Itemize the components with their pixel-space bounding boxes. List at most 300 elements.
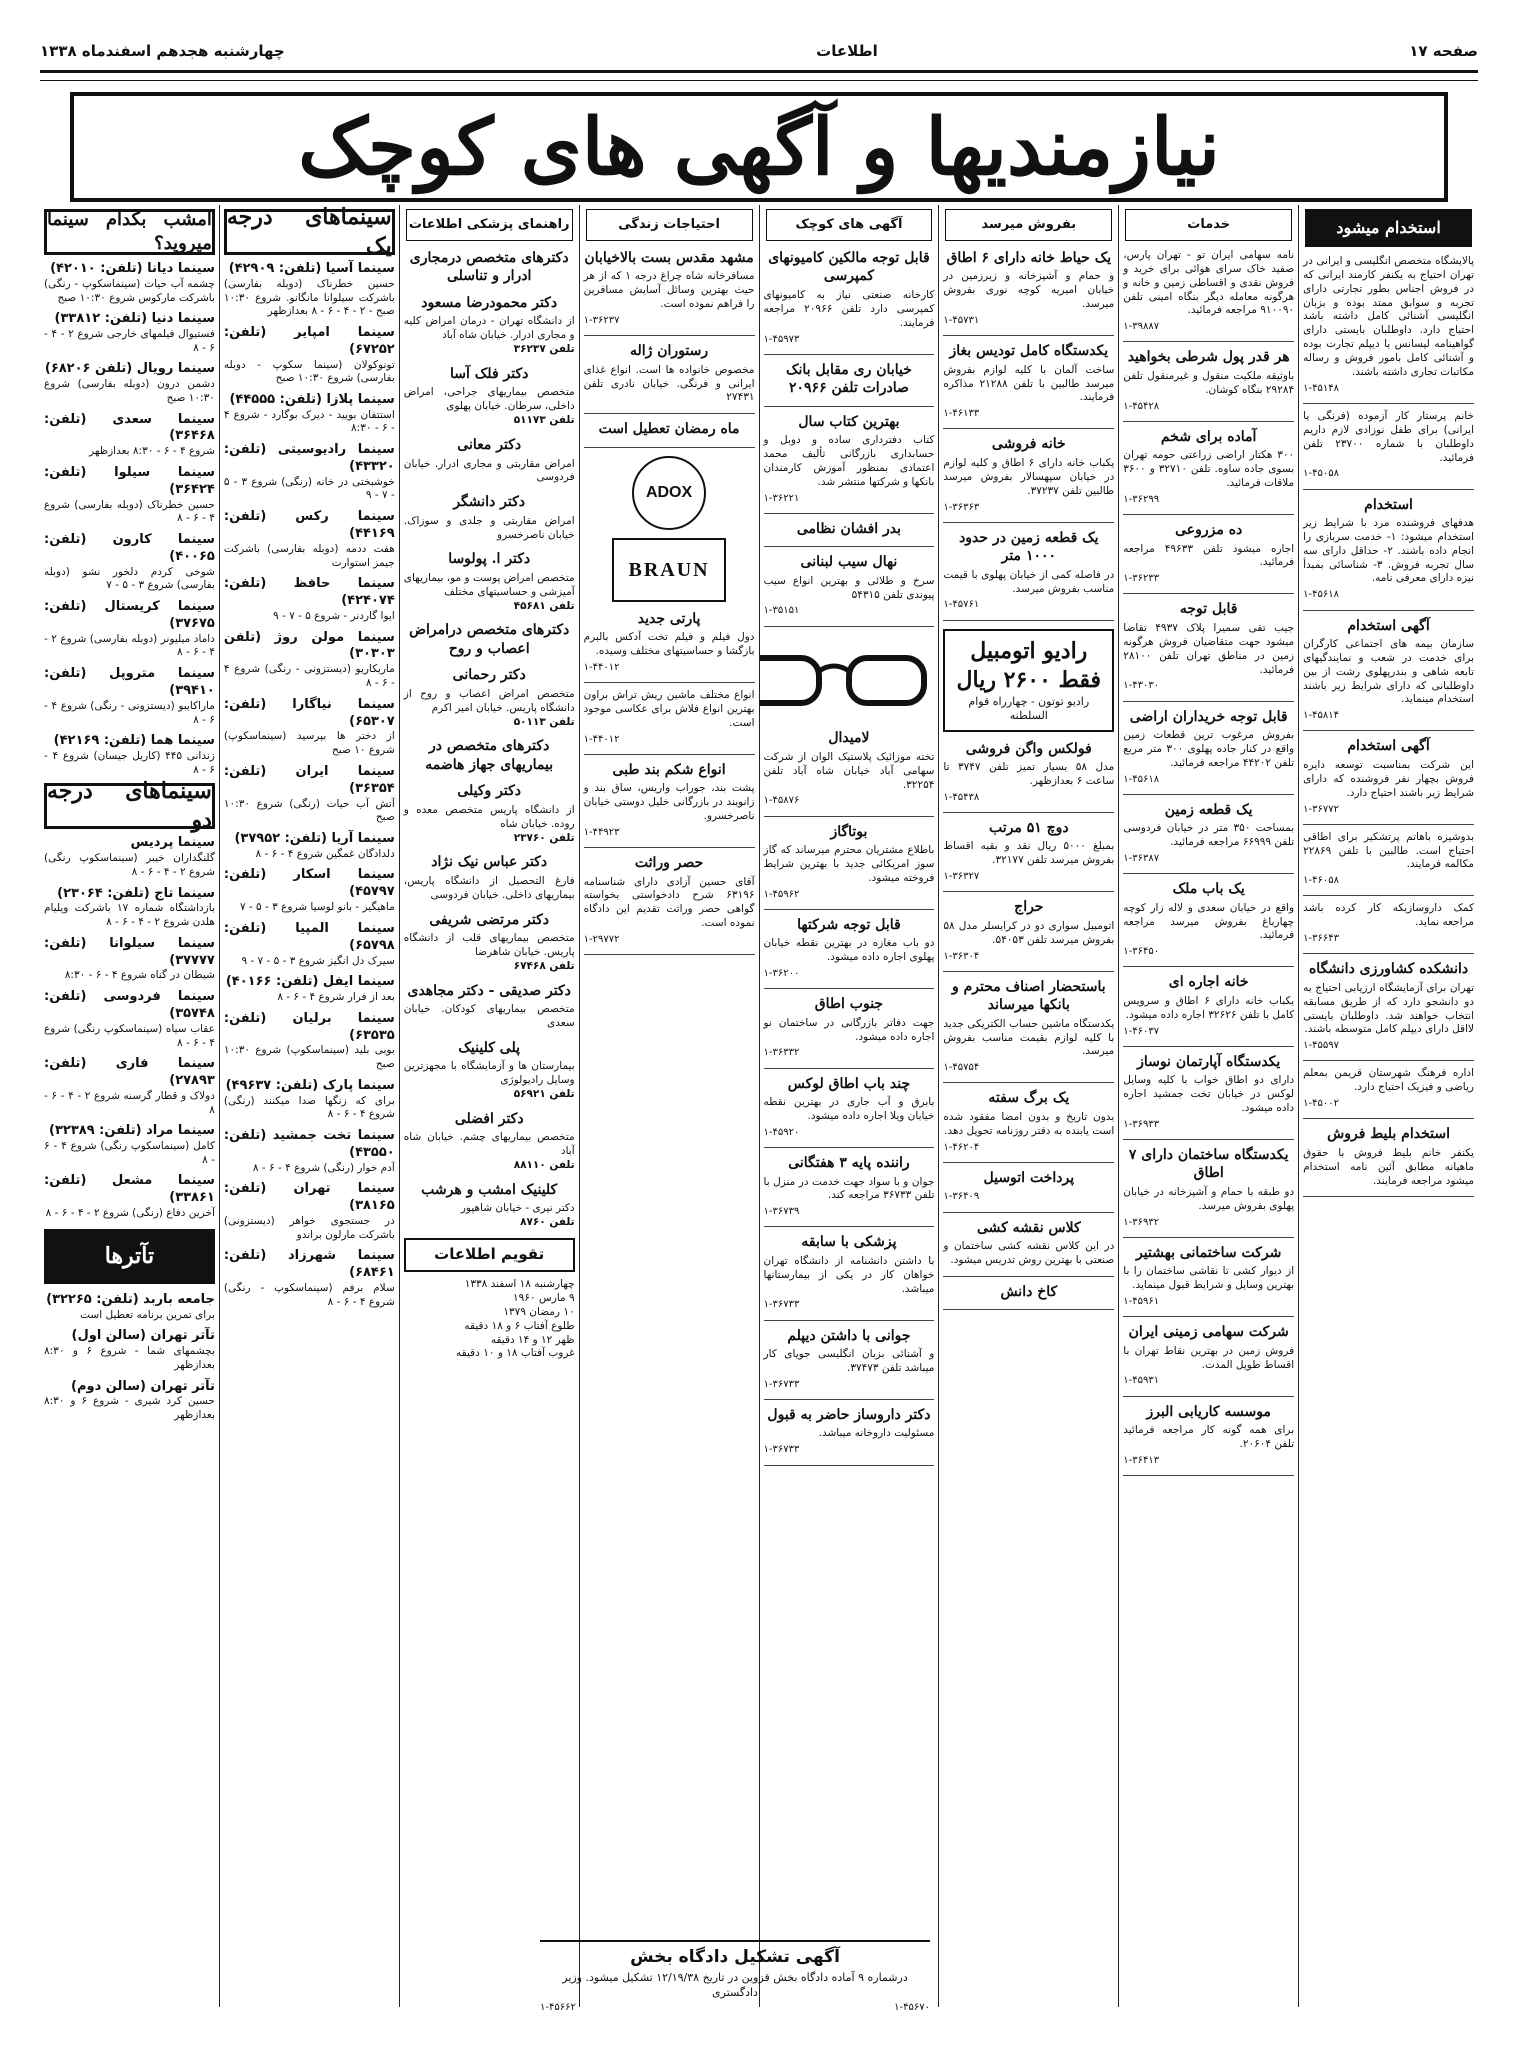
- cinema-listing: [224, 442, 395, 503]
- doctor-phone: تلفن ۴۵۶۸۱: [513, 599, 575, 612]
- ad-body: برای همه گونه کار مراجعه فرمائید تلفن ۲۰۶۰۴.: [1123, 1424, 1295, 1450]
- theaters-header: تآترها: [44, 1229, 215, 1284]
- classified-ad: [943, 740, 1114, 804]
- issue-date: چهارشنبه هجدهم اسفندماه ۱۳۳۸: [40, 42, 285, 60]
- cinema-name: سینما کارون (تلفن: ۴۰۰۶۵): [44, 532, 215, 564]
- ad-body: دارای دو اطاق خواب با کلیه وسایل لوکس در خیابان تخت جمشید اجاره داده میشود.: [1123, 1074, 1295, 1114]
- ad-divider: [764, 406, 935, 407]
- ad-title: یکدستگاه ساختمان دارای ۷ اطاق: [1128, 1147, 1289, 1182]
- court-notice-title: آگهی تشکیل دادگاه بخش: [630, 1947, 840, 1967]
- ad-title: فولکس واگن فروشی: [965, 740, 1092, 757]
- classified-ad: [1123, 801, 1294, 865]
- cinema-name: سینما رویال (تلفن ۶۸۲۰۶): [44, 361, 215, 377]
- ad-divider: [1303, 895, 1474, 896]
- cinema-listing: [44, 1292, 215, 1323]
- doctor-details: متخصص بیماریهای جراحی، امراض داخلی، سرطان. خیابان پهلوی: [403, 386, 575, 413]
- cinema-listing: [224, 1181, 395, 1242]
- cinema-listing: [44, 532, 215, 593]
- doctor-name: دکتر دانشگر: [453, 494, 526, 511]
- employment-header: استخدام میشود: [1305, 209, 1472, 247]
- ad-reference: ۱-۴۵۶۱۸: [1123, 773, 1160, 785]
- cinema-listing: [44, 886, 215, 930]
- ad-body: کتاب دفترداری ساده و دوبل و حسابداری بازرگانی تألیف محمد اعتمادی بمنظور آموزش کارمندان بانکها و شرکتها منتشر شد.: [763, 434, 935, 488]
- ad-title: پزشکی با سابقه: [801, 1234, 897, 1251]
- doctor-details: امراض مقاربتی و جلدی و سوزاک. خیابان ناصرخسرو: [403, 514, 575, 541]
- doctor-name: دکتر صدیقی - دکتر مجاهدی: [407, 982, 571, 999]
- ad-title: انواع شکم بند طبی: [612, 761, 726, 778]
- doctor-listing: [404, 493, 575, 542]
- classified-ad: [1123, 1323, 1294, 1387]
- doctor-name: دکترهای متخصص در بیماریهای جهاز هاضمه: [425, 738, 554, 773]
- cinema-listing: [44, 1123, 215, 1167]
- cinema-program: حسین خطرناک (دوبله بفارسی) باشرکت سیلوانا مانگانو. شروع ۱۰:۳۰ صبح - ۲ - ۴ - ۶ - ۸ بعدازظهر: [223, 277, 395, 318]
- ad-title: پرداخت اتوسیل: [983, 1169, 1075, 1186]
- ad-divider: [764, 1465, 935, 1466]
- ad-divider: [943, 335, 1114, 336]
- ad-reference: ۱-۴۵۹۷۳: [763, 333, 800, 345]
- cinema-program: آخرین دفاع (رنگی) شروع ۲ - ۴ - ۶ - ۸: [45, 1207, 215, 1220]
- classified-ad: [584, 761, 755, 839]
- column-sale: [938, 205, 1118, 2007]
- ad-reference: ۱-۴۵۷۵۴: [943, 1062, 980, 1074]
- doctor-listing: [404, 365, 575, 428]
- ad-body: دول فیلم و فیلم تخت آدکس بالبرم بازگشا و حساسیتهای مختلف وسیده.: [583, 631, 755, 658]
- cinema-name: سینما رادیوسیتی (تلفن: ۴۳۳۲۰): [223, 442, 395, 474]
- doctor-listing: [404, 911, 575, 974]
- cinema-name: سینما اسکار (تلفن: ۴۵۷۹۷): [223, 867, 395, 900]
- column-small-ads: [759, 205, 939, 2007]
- ad-title: یکدستگاه کامل تودیس بغاز: [949, 343, 1109, 360]
- cinema-listing: [224, 697, 395, 758]
- cinema-program: ماهیگیر - بانو لوسیا شروع ۳ - ۵ - ۷: [239, 901, 395, 914]
- classified-ad: [584, 342, 755, 405]
- ad-reference: ۱-۴۵۴۲۸: [1123, 400, 1160, 412]
- ad-reference: ۱-۴۵۹۶۱: [1123, 1296, 1160, 1308]
- services-header: خدمات: [1125, 209, 1292, 241]
- ad-title: بدر افشان نظامی: [796, 520, 902, 537]
- classified-ad: [1123, 521, 1294, 585]
- ad-body: ۳۰۰ هکتار اراضی زراعتی حومه تهران بسوی جاده ساوه. تلفن ۳۲۷۱۰ و ۳۶۰۰ ملاقات فرمائید.: [1123, 449, 1295, 490]
- ad-divider: [584, 754, 755, 755]
- ad-divider: [764, 513, 935, 514]
- doctor-details: متخصص امراض اعصاب و روح از دانشگاه پاریس. خیابان امیر اکرم: [403, 687, 575, 714]
- cinema-listing: [44, 1379, 215, 1423]
- classified-ad: [764, 249, 935, 346]
- cinema-name: سینما متروپل (تلفن: ۳۹۴۱۰): [44, 666, 215, 699]
- doctor-name: دکتر فلک آسا: [450, 365, 529, 382]
- cinema-name: سینما نیاگارا (تلفن: ۶۵۳۰۷): [223, 696, 395, 729]
- classified-ad: [1123, 1146, 1294, 1229]
- classified-ad: [584, 689, 755, 746]
- ad-body: ساخت آلمان با کلیه لوازم بفروش میرسد طالبین با تلفن ۲۱۲۸۸ مذاکره فرمایند.: [943, 363, 1115, 404]
- ad-reference: ۱-۳۶۹۳۳: [1123, 1118, 1160, 1130]
- ad-reference: ۱-۳۶۲۹۹: [1123, 493, 1160, 505]
- court-notice-ref-left: ۱-۴۵۶۶۲: [540, 2001, 576, 2013]
- cinema-listing: [44, 465, 215, 526]
- braun-logo: BRAUN: [612, 538, 726, 602]
- classified-ad: [584, 610, 755, 674]
- cinema-name: تآتر تهران (سالن اول): [71, 1328, 215, 1344]
- classified-ad: [584, 854, 755, 946]
- classified-ad: [1123, 880, 1294, 958]
- ad-title: شرکت ساختمانی بهشتیر: [1135, 1244, 1282, 1261]
- ad-reference: ۱-۴۵۰۰۲: [1303, 1098, 1339, 1110]
- doctor-listing: [404, 853, 575, 902]
- ad-title: آگهی استخدام: [1347, 738, 1430, 755]
- ad-reference: ۱-۴۶۲۰۴: [943, 1141, 980, 1153]
- small-ads-list-more: [764, 729, 935, 1465]
- doctor-details: متخصص بیماریهای چشم. خیابان شاه آباد: [403, 1131, 575, 1158]
- ad-body: فروش زمین در بهترین نقاط تهران با اقساط طویل المدت.: [1123, 1344, 1295, 1371]
- ad-divider: [943, 620, 1114, 621]
- ad-body: از دیوار کشی تا نقاشی ساختمان را با بهترین وسایل و شرایط قبول مینماید.: [1123, 1265, 1295, 1292]
- doctor-name: دکتر رحمانی: [452, 667, 526, 684]
- doctor-details: متخصص امراض پوست و مو، بیماریهای آمیزشی و حساسیتهای مختلف: [403, 571, 575, 598]
- cinema-name: سینما پردیس: [130, 835, 215, 851]
- ad-title: قابل توجه شرکتها: [797, 916, 901, 933]
- sale-ads-more: [943, 740, 1114, 1311]
- cinema-name: سینما پلازا (تلفن: ۴۴۵۵۵): [229, 391, 395, 407]
- ad-body: مخصوص خانواده ها است. انواع غذای ایرانی و فرنگی. خیابان نادری تلفن ۲۷۴۳۱: [583, 363, 755, 404]
- cinema-name: سینما تاج (تلفن: ۲۳۰۶۴): [57, 885, 215, 901]
- ad-reference: ۱-۳۶۳۸۷: [1123, 852, 1160, 864]
- court-notice-body: درشماره ۹ آماده دادگاه بخش قزوین در تاریخ ۱۲/۱۹/۳۸ تشکیل میشود. وزیر دادگستری: [562, 1970, 908, 1999]
- cinema-listing: [224, 509, 395, 570]
- cinema-program: بازداشتگاه شماره ۱۷ باشرکت ویلیام هلدن شروع ۲ - ۴ - ۶ - ۸: [44, 902, 215, 929]
- column-employment: [1298, 205, 1478, 2007]
- doctor-name: دکترهای متخصص درامراض اعصاب و روح: [409, 622, 570, 657]
- almanac-line: ۱۰ رمضان ۱۳۷۹: [503, 1305, 575, 1318]
- doctor-name: پلی کلینیک: [458, 1039, 520, 1056]
- classified-ad: [764, 995, 935, 1059]
- misc-header: احتیاجات زندگی: [586, 209, 753, 241]
- ad-reference: ۱-۳۶۷۷۲: [1303, 803, 1339, 815]
- column-cinemas-first: [219, 205, 399, 2007]
- classified-ad: [764, 916, 935, 980]
- doctor-details: از دانشگاه پاریس متخصص معده و روده. خیابان شاه: [403, 803, 575, 830]
- cinema-name: سینما آسیا (تلفن: ۴۲۹۰۹): [228, 261, 395, 276]
- ad-divider: [764, 546, 935, 547]
- ad-body: جیب تقی سمیرا پلاک ۴۹۳۷ تقاضا میشود جهت متقاضیان فروش هرگونه زمین در مناطق تهران تلفن ۲۸۱۰۰ فرمائید.: [1123, 621, 1295, 676]
- ad-title: یک حیاط خانه دارای ۶ اطاق: [946, 250, 1112, 266]
- ad-title: دانشکده کشاورزی دانشگاه: [1308, 961, 1469, 978]
- classified-ad: [764, 1327, 935, 1391]
- cinema-name: سینما سیلوانا (تلفن: ۳۷۷۷۷): [44, 935, 215, 968]
- columns: [40, 205, 1478, 2007]
- cinema-program: بچشمهای شما - شروع ۶ و ۸:۳۰ بعدازظهر: [44, 1345, 215, 1371]
- cinema-program: از دختر ها بپرسید (سینماسکوپ) شروع ۱۰ صبح: [223, 730, 395, 757]
- classified-ad: [764, 553, 935, 617]
- ad-title: کلاس نقشه کشی: [976, 1219, 1081, 1236]
- section-banner: [70, 92, 1448, 202]
- ad-body: بدوشیزه باهاتم پرتشکیر برای اطاقی احتیاج است. طالبین با تلفن ۲۲۸۶۹ مکالمه فرمایند.: [1303, 830, 1474, 871]
- ad-title: نهال سیب لبنانی: [800, 554, 898, 571]
- classified-ad: [1123, 1244, 1294, 1308]
- ad-reference: ۱-۳۶۶۴۳: [1303, 933, 1339, 945]
- sale-ads: [943, 249, 1114, 621]
- cinema-program: دشمن درون (دوبله بفارسی) شروع ۱۰:۳۰ صبح: [44, 378, 215, 404]
- cinema-name: سینما سیلوا (تلفن: ۳۶۴۲۴): [44, 464, 215, 497]
- ad-title: آماده برای شخم: [1160, 428, 1257, 445]
- ad-body: یکباب خانه دارای ۶ اطاق و کلیه لوازم در خیابان سپهسالار بفروش میرسد طالبین تلفن ۳۷۲۳۷.: [943, 456, 1115, 497]
- ad-body: تخته موزائیک پلاستیک الوان از شرکت سهامی آباد خیابان شاه آباد تلفن ۳۲۲۵۴.: [763, 750, 935, 791]
- cinema-name: سینما آریا (تلفن: ۳۷۹۵۲): [234, 830, 395, 846]
- cinema-program: سلام برفم (سینماسکوپ - رنگی) شروع ۴ - ۶ - ۸: [223, 1282, 395, 1308]
- ad-reference: ۱-۴۵۷۳۱: [943, 315, 980, 327]
- ad-divider: [1123, 794, 1294, 795]
- theater-list: [44, 1292, 215, 1423]
- cinema-listing: [224, 1128, 395, 1175]
- ad-title: استخدام: [1364, 496, 1413, 513]
- ad-body: واقع در خیابان سعدی و لاله زار کوچه چهارباغ بفروش میرسد مراجعه فرمائید.: [1123, 901, 1295, 942]
- ad-body: بدون تاریخ و بدون امضا مفقود شده است یابنده به دفتر روزنامه تحویل دهد.: [943, 1110, 1115, 1137]
- ad-body: بابرق و آب جاری در بهترین نقطه خیابان ویلا اجاره داده میشود.: [763, 1096, 935, 1122]
- classified-ad: [1303, 902, 1474, 945]
- ad-reference: ۱-۳۶۳۲۷: [943, 871, 980, 883]
- cinema-name: سینما فاری (تلفن: ۲۷۸۹۳): [44, 1056, 215, 1089]
- ad-divider: [1303, 953, 1474, 954]
- ad-title: یک قطعه زمین: [1164, 801, 1253, 818]
- ad-body: پشت بند، جوراب واریس، ساق بند و زانوبند در بازرگانی خلیل دوستی خیابان ناصرخسرو.: [583, 782, 755, 823]
- classified-ad: [1303, 737, 1474, 815]
- ad-divider: [1303, 824, 1474, 825]
- cinema-program: سیرک دل انگیز شروع ۳ - ۵ - ۷ - ۹: [241, 954, 395, 967]
- ad-body: بمساحت ۳۵۰ متر در خیابان فردوسی تلفن ۶۶۹۹۹ مراجعه فرمائید.: [1123, 822, 1295, 849]
- classified-ad: [764, 413, 935, 505]
- ad-body: مسئولیت داروخانه میباشد.: [818, 1427, 935, 1440]
- ad-title: حصر وراثت: [634, 855, 704, 872]
- ad-divider: [764, 1320, 935, 1321]
- classified-ad: [943, 249, 1114, 327]
- doctor-details: فارغ التحصیل از دانشگاه پاریس، بیماریهای داخلی. خیابان فردوسی: [403, 874, 575, 901]
- cinema-program: برای که زنگها صدا میکنند (رنگی) شروع ۴ - ۶ - ۸: [223, 1094, 395, 1121]
- cinema-program: هفت ددمه (دوبله بفارسی) باشرکت جیمز استوارت: [223, 542, 395, 569]
- cinema-first-list: [224, 261, 395, 1309]
- ad-title: موسسه کاریابی البرز: [1146, 1403, 1271, 1420]
- classified-ad: [764, 520, 935, 538]
- classified-ad: [764, 1233, 935, 1311]
- cinema-name: سینما سعدی (تلفن: ۳۶۴۶۸): [44, 411, 215, 444]
- cinema-second-list: [44, 835, 215, 1220]
- ad-reference: ۱-۴۵۸۱۴: [1303, 710, 1339, 722]
- doctor-listing: [404, 436, 575, 485]
- cinema-name: سینما حافظ (تلفن: ۴۲۴۰۷۴): [223, 576, 395, 609]
- ad-reference: ۱-۳۶۲۳۳: [1123, 573, 1160, 585]
- classified-ad: [943, 1089, 1114, 1153]
- doctor-details: بیمارستان ها و آزمایشگاه با مجهزترین وسایل رادیولوژی: [403, 1060, 575, 1087]
- sale-header: بفروش میرسد: [945, 209, 1112, 241]
- ad-title: ده مزروعی: [1175, 522, 1243, 539]
- cinema-program: زندانی ۴۴۵ (کاریل جیسان) شروع ۴ - ۶ - ۸: [44, 750, 215, 776]
- classified-ad: [1123, 348, 1294, 412]
- ad-title: خانه فروشی: [991, 436, 1066, 453]
- radio-ad: [943, 629, 1114, 732]
- cinema-name: سینما المپیا (تلفن: ۶۵۷۹۸): [223, 920, 395, 953]
- ad-divider: [1303, 489, 1474, 490]
- ad-divider: [764, 988, 935, 989]
- ad-divider: [1303, 730, 1474, 731]
- ad-divider: [1123, 873, 1294, 874]
- ad-title: قابل توجه مالکین کامیونهای کمپرسی: [768, 250, 930, 285]
- ad-body: دو باب مغازه در بهترین نقطه خیابان پهلوی اجاره داده میشود.: [763, 937, 935, 964]
- ad-divider: [1123, 701, 1294, 702]
- ad-title: ماه رمضان تعطیل است: [598, 421, 740, 438]
- ad-divider: [943, 1276, 1114, 1277]
- ad-divider: [943, 428, 1114, 429]
- cinema-name: سینما هما (تلفن: ۴۲۱۶۹): [53, 733, 215, 749]
- cinema-name: سینما مولن روژ (تلفن ۳۰۳۰۳): [223, 629, 395, 662]
- ad-title: حراج: [1014, 899, 1044, 916]
- top-rule: [40, 70, 1478, 73]
- ad-body: باطلاع مشتریان محترم میرساند که گاز سوز امریکائی جدید با بهترین شرایط فروخته میشود.: [763, 844, 935, 884]
- ad-title: یک قطعه زمین در حدود ۱۰۰۰ متر: [959, 529, 1099, 565]
- classified-ad: [764, 361, 935, 398]
- cinema-listing: [224, 764, 395, 825]
- cinema-listing: [44, 261, 215, 305]
- almanac-line: ۹ مارس ۱۹۶۰: [513, 1291, 575, 1304]
- ad-body: اداره فرهنگ شهرستان قریمن بمعلم ریاضی و فیزیک احتیاج دارد.: [1303, 1067, 1474, 1094]
- ad-divider: [943, 522, 1114, 523]
- ad-body: اجاره میشود تلفن ۴۹۶۳۳ مراجعه فرمائید.: [1123, 542, 1295, 569]
- doctor-listing: [404, 249, 575, 286]
- ad-reference: ۱-۴۶۱۳۳: [943, 408, 980, 420]
- ad-body: دو طبقه با حمام و آشپزخانه در خیابان پهلوی بفروش میرسد.: [1123, 1185, 1295, 1212]
- adox-logo: ADOX: [632, 456, 706, 530]
- column-services: [1118, 205, 1298, 2007]
- misc-ads: [584, 249, 755, 448]
- ad-divider: [1123, 1046, 1294, 1047]
- cinema-name: سینما تخت جمشید (تلفن: ۴۳۵۵۰): [223, 1127, 395, 1160]
- ad-body: جوان و با سواد جهت خدمت در منزل با تلفن ۳۶۷۳۳ مراجعه کند.: [763, 1175, 935, 1202]
- ad-reference: ۱-۴۵۹۶۲: [763, 888, 800, 900]
- ad-divider: [764, 909, 935, 910]
- cinema-program: عقاب سیاه (سینماسکوپ رنگی) شروع ۴ - ۶ - ۸: [44, 1022, 215, 1049]
- column-medical: [399, 205, 579, 2007]
- ad-body: این شرکت بمناسبت توسعه دایره فروش بچهار نفر فروشنده که دارای شرایط زیر باشند احتیاج دارد.: [1303, 758, 1474, 799]
- ad-divider: [1303, 1118, 1474, 1119]
- ad-body: اتومبیل سواری دو در کرایسلر مدل ۵۸ بفروش میرسد تلفن ۵۴۰۵۳.: [943, 919, 1115, 946]
- cinema-program: در جستجوی خواهر (دیستزونی) باشرکت مارلون براندو: [223, 1215, 395, 1241]
- eyeglasses-icon: [759, 643, 935, 713]
- radio-ad-title: رادیو اتومبیل فقط ۲۶۰۰ ریال: [956, 637, 1102, 693]
- ad-reference: ۱-۳۶۷۳۹: [763, 1206, 800, 1218]
- ad-body: نامه سهامی ایران تو - تهران پارس، صفید خاک سرای هوائی برای خرید و فروش نقدی و اقساطی زمین و خانه و هرگونه معامله دیگر بنگاه امینی تلفن ۹۱۰۰۹۰ مراجعه فرمائید.: [1123, 249, 1295, 317]
- doctor-listing: [404, 550, 575, 613]
- ad-title: بوتاگاز: [830, 823, 868, 840]
- ad-divider: [764, 354, 935, 355]
- classified-ad: [1303, 1067, 1474, 1110]
- classified-ad: [1303, 617, 1474, 723]
- doctor-details: امراض مقاربتی و مجاری ادرار. خیابان فردوسی: [403, 457, 575, 484]
- ad-body: و آشنائی بزبان انگلیسی جویای کار میباشد تلفن ۳۷۴۷۳.: [763, 1348, 935, 1374]
- paper-name: اطلاعات: [816, 42, 878, 60]
- ad-divider: [1123, 1396, 1294, 1397]
- ad-body: مدل ۵۸ بسیار تمیز تلفن ۳۷۴۷ تا ساعت ۶ بعدازظهر.: [943, 761, 1115, 787]
- top-rule-thin: [40, 80, 1478, 81]
- ad-divider: [1123, 1316, 1294, 1317]
- cinema-name: سینما دیانا (تلفن: ۴۲۰۱۰): [50, 261, 215, 276]
- ad-divider: [1123, 966, 1294, 967]
- ad-body: انواع مختلف ماشین ریش تراش براون بهترین انواع فلاش برای عکاسی موجود است.: [583, 689, 755, 729]
- ad-body: بمبلغ ۵۰۰۰ ریال نقد و بقیه اقساط بفروش میرسد تلفن ۳۲۱۷۷.: [943, 840, 1115, 867]
- doctor-name: دکتر مرتضی شریفی: [429, 911, 549, 928]
- ad-body: در این کلاس نقشه کشی ساختمان و صنعتی با بهترین روش تدریس میشود.: [943, 1239, 1115, 1266]
- ad-title: راننده پایه ۳ هفتگانی: [788, 1155, 910, 1172]
- column-misc: [579, 205, 759, 2007]
- ad-reference: ۱-۳۶۷۳۳: [763, 1378, 800, 1390]
- classified-ad: [943, 342, 1114, 420]
- ad-title: مشهد مقدس بست بالاخیابان: [584, 250, 754, 266]
- ad-divider: [1303, 1060, 1474, 1061]
- classified-ad: [1303, 1125, 1474, 1188]
- ad-title: لامیدال: [828, 730, 870, 747]
- classified-ad: [764, 1154, 935, 1218]
- ad-title: خیابان ری مقابل بانک صادرات تلفن ۲۰۹۶۶: [786, 361, 912, 397]
- cinema-name: سینما ایفل (تلفن: ۴۰۱۶۶): [225, 974, 395, 990]
- doctor-listing: [404, 294, 575, 357]
- cinema-listing: [224, 867, 395, 914]
- cinema-listing: [44, 1056, 215, 1117]
- cinema-listing: [44, 666, 215, 727]
- services-ads: [1123, 249, 1294, 1476]
- ad-divider: [1303, 1196, 1474, 1197]
- ad-reference: ۱-۳۶۴۰۹: [943, 1191, 980, 1203]
- cinema-second-header: سینماهای درجه دو: [44, 783, 215, 829]
- ad-reference: ۱-۳۶۷۳۳: [763, 1299, 800, 1311]
- ad-divider: [584, 682, 755, 683]
- cinema-program: ماراکایبو (دیستزونی - رنگی) شروع ۴ - ۶ - ۸: [44, 699, 215, 726]
- cinema-program: خوشبختی در خانه (رنگی) شروع ۳ - ۵ - ۷ - ۹: [223, 475, 395, 502]
- ad-reference: ۱-۳۶۲۲۱: [763, 492, 800, 504]
- ad-divider: [943, 1309, 1114, 1310]
- doctor-phone: تلفن ۸۸۱۱۰: [513, 1159, 575, 1172]
- classified-ad: [943, 898, 1114, 962]
- ad-reference: ۱-۳۶۳۰۴: [943, 950, 980, 962]
- ad-body: مسافرخانه شاه چراغ درجه ۱ که از هر حیث بهترین وسائل آسایش مسافرین را فراهم نموده است.: [583, 270, 755, 311]
- ad-divider: [943, 971, 1114, 972]
- misc-ads-more: [584, 610, 755, 955]
- classified-ad: [943, 978, 1114, 1075]
- ad-title: هر قدر پول شرطی بخواهید: [1127, 349, 1290, 366]
- classified-ad: [1123, 1403, 1294, 1467]
- cinema-program: آتش آب حیات (رنگی) شروع ۱۰:۳۰ صبح: [223, 797, 395, 824]
- cinema-listing: [224, 325, 395, 386]
- ad-divider: [943, 891, 1114, 892]
- ad-title: جنوب اطاق: [814, 996, 884, 1013]
- ad-divider: [943, 1162, 1114, 1163]
- doctor-listing: [404, 1181, 575, 1230]
- doctor-phone: تلفن ۵۶۹۲۱: [513, 1088, 575, 1101]
- cinema-program: شیطان در گناه شروع ۴ - ۶ - ۸:۳۰: [64, 969, 215, 982]
- doctor-phone: تلفن ۲۳۷۶۰: [513, 831, 575, 844]
- masthead: [40, 38, 1478, 64]
- classified-ad: [1123, 600, 1294, 692]
- ad-body: در فاصله کمی از خیابان پهلوی با قیمت مناسب بفروش میرسد.: [943, 568, 1115, 595]
- doctor-details: متخصص بیماریهای کودکان. خیابان سعدی: [403, 1003, 575, 1029]
- court-notice: [540, 1940, 930, 2013]
- ad-body: یکباب خانه دارای ۶ اطاق و سرویس کامل با تلفن ۳۲۶۲۶ اجاره داده میشود.: [1123, 994, 1295, 1021]
- ad-title: بهترین کتاب سال: [798, 413, 900, 430]
- cinema-name: سینما برلیان (تلفن: ۶۳۵۳۵): [223, 1010, 395, 1043]
- cinema-listing: [224, 831, 395, 862]
- doctor-details: متخصص بیماریهای قلب از دانشگاه پاریس. خیابان شاهرضا: [403, 932, 575, 958]
- small-ads-list: [764, 249, 935, 627]
- almanac-line: طلوع آفتاب ۶ و ۱۸ دقیقه: [464, 1319, 575, 1332]
- ad-reference: ۱-۴۴۰۱۲: [583, 661, 620, 673]
- cinema-program: شروع ۴ - ۶ - ۸:۳۰ بعدازظهر: [89, 445, 215, 458]
- ad-reference: ۱-۳۶۳۶۳: [943, 501, 980, 513]
- ad-reference: ۱-۴۵۹۲۰: [763, 1126, 800, 1138]
